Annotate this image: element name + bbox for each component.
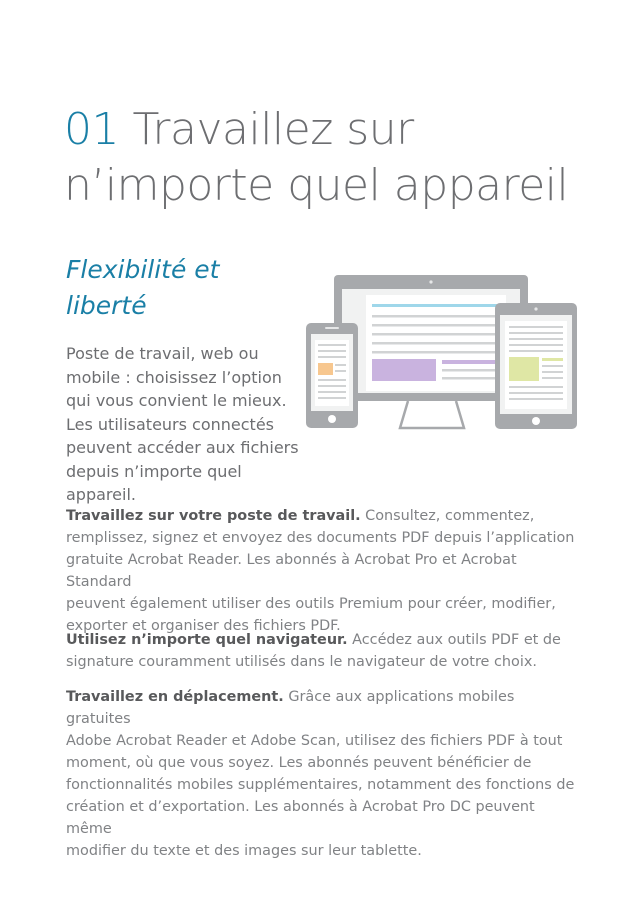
- section-line: Accédez aux outils PDF et de: [347, 632, 561, 648]
- section-line: fonctionnalités mobiles supplémentaires, notamment des fonctions de: [66, 777, 575, 793]
- section-line: Grâce aux applications mobiles gratuites: [66, 689, 515, 727]
- subheading-line-1: Flexibilité et: [66, 255, 220, 284]
- section-line: remplissez, signez et envoyez des documents PDF depuis l’application: [66, 530, 575, 546]
- intro-line: mobile : choisissez l’option: [66, 367, 282, 387]
- intro-line: qui vous convient le mieux.: [66, 391, 287, 410]
- section-mobile: [66, 686, 576, 862]
- section-line: peuvent également utiliser des outils Premium pour créer, modifier,: [66, 596, 556, 612]
- section-line: gratuite Acrobat Reader. Les abonnés à Acrobat Pro et Acrobat Standard: [66, 552, 517, 590]
- tablet-icon: [495, 303, 577, 429]
- section-heading: Utilisez n’importe quel navigateur.: [66, 632, 348, 648]
- intro-line: peuvent accéder aux fichiers: [66, 438, 299, 457]
- section-number: 01: [64, 104, 119, 155]
- section-line: signature couramment utilisés dans le navigateur de votre choix.: [66, 654, 537, 670]
- section-desktop: [66, 505, 576, 637]
- subheading: [66, 252, 286, 324]
- section-line: création et d’exportation. Les abonnés à Acrobat Pro DC peuvent même: [66, 799, 535, 837]
- intro-line: Poste de travail, web ou: [66, 344, 259, 363]
- title-line-1: Travaillez sur: [132, 104, 414, 155]
- devices-illustration-icon: [300, 270, 585, 435]
- phone-icon: [306, 323, 358, 428]
- page-title: [64, 102, 604, 214]
- section-line: moment, où que vous soyez. Les abonnés peuvent bénéficier de: [66, 755, 532, 771]
- title-line-2: n’importe quel appareil: [64, 160, 569, 211]
- intro-line: depuis n’importe quel appareil.: [66, 461, 242, 504]
- section-heading: Travaillez en déplacement.: [66, 689, 284, 705]
- intro-line: Les utilisateurs connectés: [66, 414, 275, 434]
- intro-paragraph: [66, 342, 316, 507]
- section-browser: [66, 629, 576, 673]
- section-line: exporter et organiser des fichiers PDF.: [66, 618, 341, 634]
- subheading-line-2: liberté: [66, 291, 147, 320]
- section-heading: Travaillez sur votre poste de travail.: [66, 508, 361, 524]
- section-line: Consultez, commentez,: [360, 508, 535, 524]
- section-line: Adobe Acrobat Reader et Adobe Scan, utilisez des fichiers PDF à tout: [66, 733, 563, 749]
- section-line: modifier du texte et des images sur leur tablette.: [66, 843, 422, 859]
